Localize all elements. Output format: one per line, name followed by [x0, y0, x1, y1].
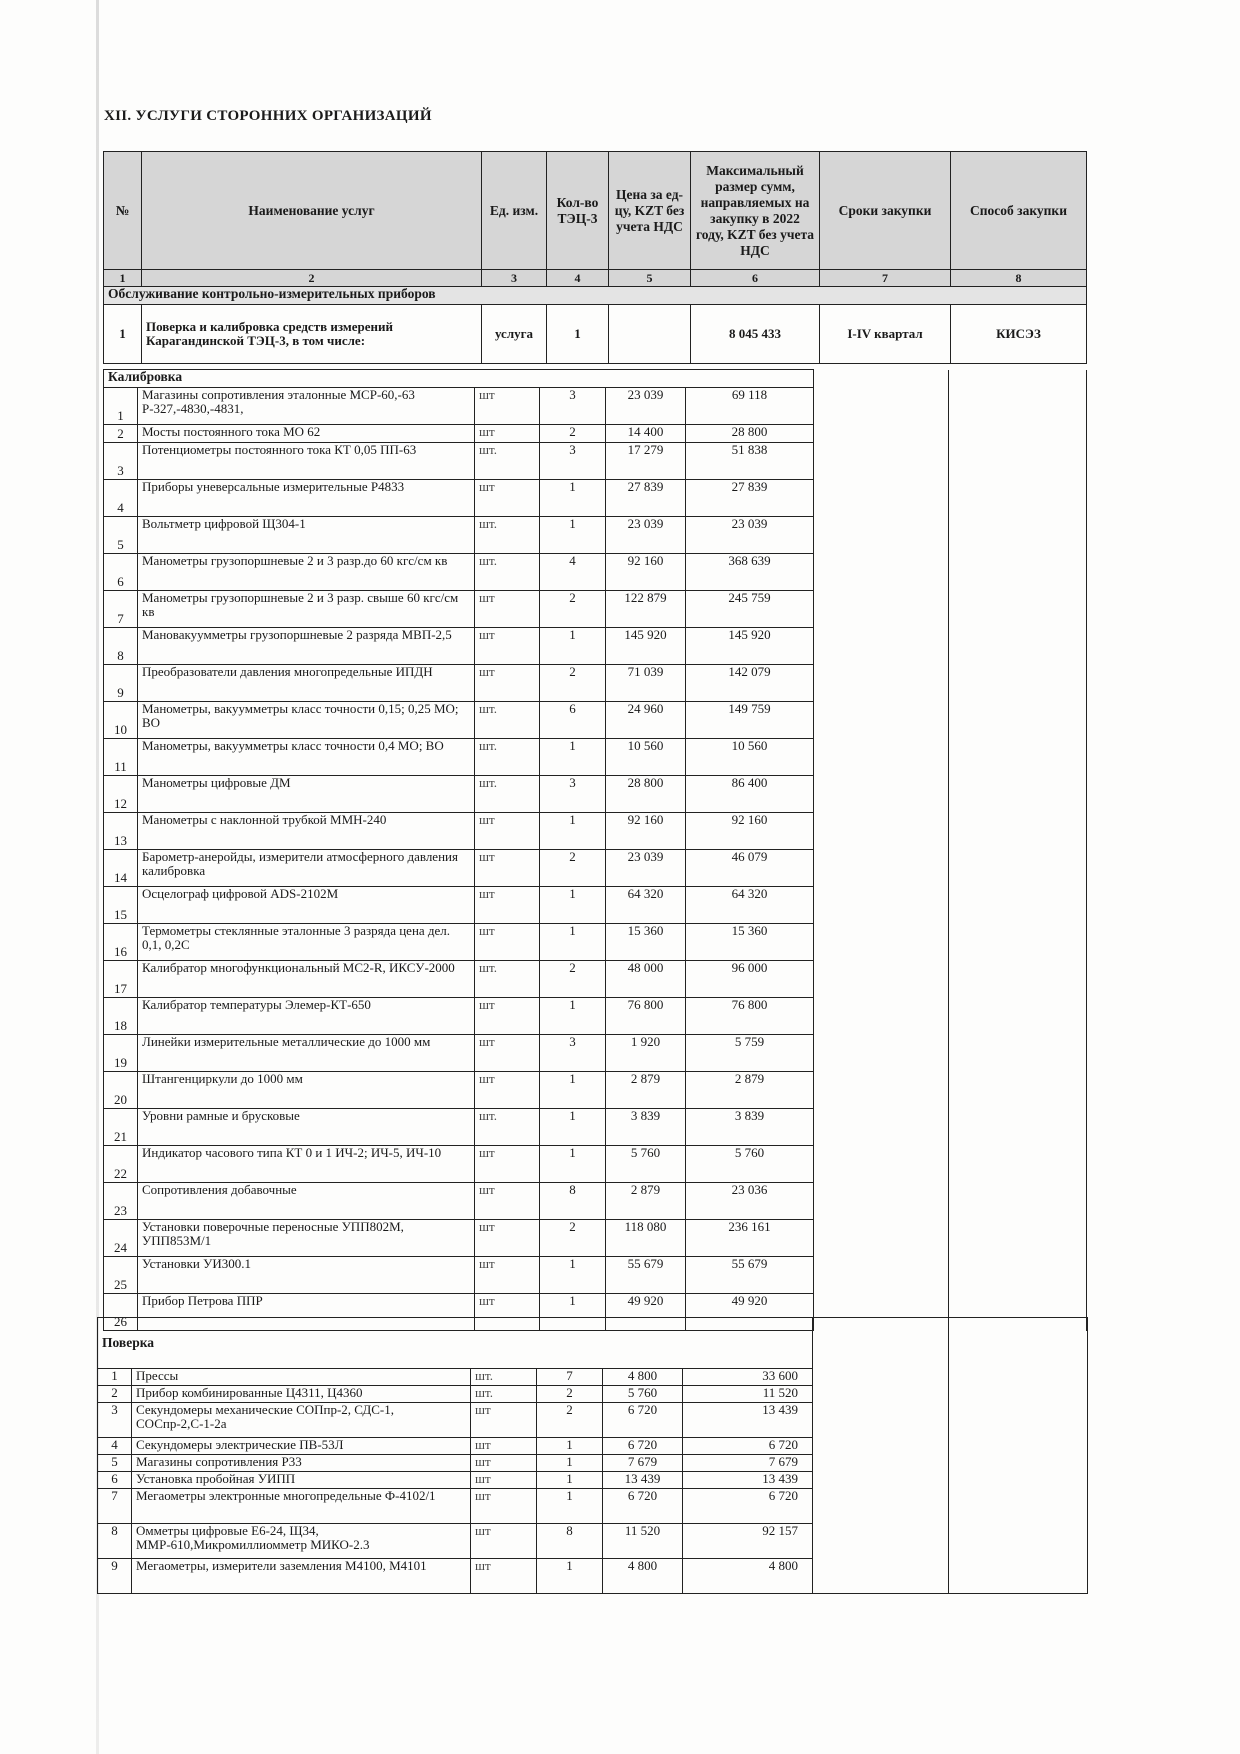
row-number: 1 — [104, 388, 138, 425]
unit-price: 15 360 — [606, 924, 686, 961]
unit: шт — [475, 1146, 540, 1183]
quantity: 1 — [540, 480, 606, 517]
method-blank-cell — [949, 1318, 1088, 1594]
quantity: 1 — [540, 739, 606, 776]
row-number: 4 — [104, 480, 138, 517]
unit: шт. — [475, 776, 540, 813]
sum: 5 760 — [686, 1146, 814, 1183]
quantity: 3 — [540, 776, 606, 813]
unit: шт — [475, 1072, 540, 1109]
unit: шт — [475, 887, 540, 924]
quantity: 2 — [540, 665, 606, 702]
sum: 13 439 — [683, 1472, 813, 1489]
service-name: Приборы уневерсальные измерительные Р4833 — [138, 480, 475, 517]
unit-price: 23 039 — [606, 388, 686, 425]
unit: шт — [475, 1220, 540, 1257]
unit: шт. — [471, 1386, 537, 1403]
unit-price: 24 960 — [606, 702, 686, 739]
unit: шт — [475, 850, 540, 887]
quantity: 1 — [537, 1559, 603, 1594]
col-number-2: 2 — [142, 270, 482, 287]
row-number: 2 — [98, 1386, 132, 1403]
service-name: Манометры, вакуумметры класс точности 0,15; 0,25 МО; ВО — [138, 702, 475, 739]
service-name: Омметры цифровые Е6-24, Щ34, ММР-610,Микромиллиомметр МИКО-2.3 — [132, 1524, 471, 1559]
quantity: 1 — [540, 1072, 606, 1109]
method-blank-cell — [949, 370, 1087, 1331]
unit: шт. — [475, 443, 540, 480]
row-number: 6 — [98, 1472, 132, 1489]
sum: 11 520 — [683, 1386, 813, 1403]
sum: 10 560 — [686, 739, 814, 776]
unit: шт. — [471, 1369, 537, 1386]
col-price-header: Цена за ед-цу, KZT без учета НДС — [609, 152, 691, 270]
unit-price: 6 720 — [603, 1403, 683, 1438]
quantity: 4 — [540, 554, 606, 591]
service-name: Калибратор многофункциональный МС2-R, ИКСУ-2000 — [138, 961, 475, 998]
calibration-title-row — [104, 370, 1087, 388]
quantity: 7 — [537, 1369, 603, 1386]
row-number: 8 — [98, 1524, 132, 1559]
quantity: 1 — [540, 887, 606, 924]
row-number: 24 — [104, 1220, 138, 1257]
row-number: 7 — [104, 591, 138, 628]
unit-price: 4 800 — [603, 1369, 683, 1386]
row-number: 10 — [104, 702, 138, 739]
service-name: Установки УИ300.1 — [138, 1257, 475, 1294]
sum: 245 759 — [686, 591, 814, 628]
service-name: Уровни рамные и брусковые — [138, 1109, 475, 1146]
service-name: Потенциометры постоянного тока КТ 0,05 ПП-63 — [138, 443, 475, 480]
sum: 145 920 — [686, 628, 814, 665]
quantity: 3 — [540, 443, 606, 480]
unit-price: 49 920 — [606, 1294, 686, 1331]
col-number-7: 7 — [820, 270, 951, 287]
page-heading: XII. УСЛУГИ СТОРОННИХ ОРГАНИЗАЦИЙ — [104, 108, 432, 124]
unit: шт — [471, 1472, 537, 1489]
unit: шт — [475, 998, 540, 1035]
unit-price: 7 679 — [603, 1455, 683, 1472]
row-number: 12 — [104, 776, 138, 813]
col-method-header: Способ закупки — [951, 152, 1087, 270]
col-no-header: № — [104, 152, 142, 270]
main-item-max-sum: 8 045 433 — [691, 305, 820, 364]
unit-price: 6 720 — [603, 1438, 683, 1455]
unit: шт — [471, 1455, 537, 1472]
sum: 49 920 — [686, 1294, 814, 1331]
quantity: 1 — [537, 1489, 603, 1524]
unit-price: 2 879 — [606, 1183, 686, 1220]
calibration-title: Калибровка — [104, 370, 814, 388]
sum: 27 839 — [686, 480, 814, 517]
col-terms-header: Сроки закупки — [820, 152, 951, 270]
col-unit-header: Ед. изм. — [482, 152, 547, 270]
unit-price: 5 760 — [603, 1386, 683, 1403]
unit-price: 23 039 — [606, 850, 686, 887]
row-number: 6 — [104, 554, 138, 591]
row-number: 25 — [104, 1257, 138, 1294]
sum: 46 079 — [686, 850, 814, 887]
row-number: 11 — [104, 739, 138, 776]
sum: 76 800 — [686, 998, 814, 1035]
sum: 23 039 — [686, 517, 814, 554]
unit-price: 28 800 — [606, 776, 686, 813]
terms-blank-cell — [813, 1318, 949, 1594]
main-item-row — [104, 305, 1087, 364]
unit: шт — [475, 1183, 540, 1220]
sum: 3 839 — [686, 1109, 814, 1146]
service-name: Установки поверочные переносные УПП802М, УПП853М/1 — [138, 1220, 475, 1257]
service-name: Штангенциркули до 1000 мм — [138, 1072, 475, 1109]
row-number: 8 — [104, 628, 138, 665]
service-name: Мановакуумметры грузопоршневые 2 разряда МВП-2,5 — [138, 628, 475, 665]
service-name: Манометры грузопоршневые 2 и 3 разр.до 60 кгс/см кв — [138, 554, 475, 591]
unit: шт — [475, 813, 540, 850]
service-name: Мосты постоянного тока МО 62 — [138, 425, 475, 443]
unit: шт — [471, 1403, 537, 1438]
unit-price: 17 279 — [606, 443, 686, 480]
col-number-8: 8 — [951, 270, 1087, 287]
service-name: Установка пробойная УИПП — [132, 1472, 471, 1489]
sum: 6 720 — [683, 1438, 813, 1455]
service-name: Манометры цифровые ДМ — [138, 776, 475, 813]
quantity: 1 — [540, 1146, 606, 1183]
unit-price: 118 080 — [606, 1220, 686, 1257]
col-max-sum-header: Максимальный размер сумм, направляемых на закупку в 2022 году, KZT без учета НДС — [691, 152, 820, 270]
unit-price: 64 320 — [606, 887, 686, 924]
main-item-name: Поверка и калибровка средств измерений Карагандинской ТЭЦ-3, в том числе: — [142, 305, 482, 364]
main-item-qty: 1 — [547, 305, 609, 364]
unit-price: 5 760 — [606, 1146, 686, 1183]
row-number: 19 — [104, 1035, 138, 1072]
calibration-table — [103, 369, 1087, 1331]
service-name: Секундомеры электрические ПВ-53Л — [132, 1438, 471, 1455]
row-number: 9 — [104, 665, 138, 702]
sum: 368 639 — [686, 554, 814, 591]
service-name: Магазины сопротивления Р33 — [132, 1455, 471, 1472]
service-name: Секундомеры механические СОПпр-2, СДС-1, СОСпр-2,С-1-2а — [132, 1403, 471, 1438]
sum: 64 320 — [686, 887, 814, 924]
row-number: 23 — [104, 1183, 138, 1220]
row-number: 9 — [98, 1559, 132, 1594]
sum: 92 160 — [686, 813, 814, 850]
main-item-price — [609, 305, 691, 364]
quantity: 1 — [537, 1438, 603, 1455]
quantity: 1 — [540, 1257, 606, 1294]
sum: 142 079 — [686, 665, 814, 702]
sum: 55 679 — [686, 1257, 814, 1294]
service-name: Преобразователи давления многопредельные ИПДН — [138, 665, 475, 702]
sum: 5 759 — [686, 1035, 814, 1072]
service-name: Калибратор температуры Элемер-КТ-650 — [138, 998, 475, 1035]
unit: шт — [475, 388, 540, 425]
verification-table — [97, 1317, 1088, 1594]
sum: 15 360 — [686, 924, 814, 961]
col-number-4: 4 — [547, 270, 609, 287]
unit: шт. — [475, 739, 540, 776]
unit: шт — [475, 591, 540, 628]
sum: 96 000 — [686, 961, 814, 998]
unit-price: 13 439 — [603, 1472, 683, 1489]
row-number: 5 — [104, 517, 138, 554]
sum: 7 679 — [683, 1455, 813, 1472]
sum: 6 720 — [683, 1489, 813, 1524]
unit-price: 1 920 — [606, 1035, 686, 1072]
row-number: 17 — [104, 961, 138, 998]
sum: 28 800 — [686, 425, 814, 443]
quantity: 1 — [540, 998, 606, 1035]
quantity: 6 — [540, 702, 606, 739]
col-qty-header: Кол-во ТЭЦ-3 — [547, 152, 609, 270]
quantity: 1 — [537, 1455, 603, 1472]
quantity: 1 — [540, 813, 606, 850]
unit: шт — [475, 425, 540, 443]
quantity: 2 — [540, 591, 606, 628]
row-number: 16 — [104, 924, 138, 961]
service-name: Сопротивления добавочные — [138, 1183, 475, 1220]
unit: шт — [471, 1524, 537, 1559]
col-number-3: 3 — [482, 270, 547, 287]
service-name: Осцелограф цифровой ADS-2102M — [138, 887, 475, 924]
sum: 23 036 — [686, 1183, 814, 1220]
unit-price: 23 039 — [606, 517, 686, 554]
row-number: 21 — [104, 1109, 138, 1146]
verification-title: Поверка — [98, 1318, 813, 1369]
unit-price: 76 800 — [606, 998, 686, 1035]
sum: 92 157 — [683, 1524, 813, 1559]
unit-price: 4 800 — [603, 1559, 683, 1594]
unit-price: 48 000 — [606, 961, 686, 998]
unit: шт — [475, 480, 540, 517]
row-number: 3 — [104, 443, 138, 480]
unit-price: 71 039 — [606, 665, 686, 702]
quantity: 2 — [540, 425, 606, 443]
main-item-unit: услуга — [482, 305, 547, 364]
quantity: 1 — [540, 1109, 606, 1146]
service-name: Манометры, вакуумметры класс точности 0,4 МО; ВО — [138, 739, 475, 776]
unit: шт. — [475, 1109, 540, 1146]
service-name: Вольтметр цифровой Щ304-1 — [138, 517, 475, 554]
unit-price: 92 160 — [606, 554, 686, 591]
procurement-header-table — [103, 151, 1087, 364]
service-name: Магазины сопротивления эталонные МСР-60,-63 Р-327,-4830,-4831, — [138, 388, 475, 425]
unit: шт — [475, 1294, 540, 1331]
quantity: 8 — [537, 1524, 603, 1559]
unit: шт — [475, 665, 540, 702]
quantity: 1 — [540, 517, 606, 554]
row-number: 13 — [104, 813, 138, 850]
unit: шт — [471, 1438, 537, 1455]
row-number: 2 — [104, 425, 138, 443]
row-number: 18 — [104, 998, 138, 1035]
unit-price: 122 879 — [606, 591, 686, 628]
col-number-5: 5 — [609, 270, 691, 287]
service-name: Индикатор часового типа КТ 0 и 1 ИЧ-2; ИЧ-5, ИЧ-10 — [138, 1146, 475, 1183]
unit-price: 6 720 — [603, 1489, 683, 1524]
row-number: 15 — [104, 887, 138, 924]
quantity: 3 — [540, 388, 606, 425]
unit: шт. — [475, 517, 540, 554]
col-number-1: 1 — [104, 270, 142, 287]
service-name: Прессы — [132, 1369, 471, 1386]
service-name: Мегаометры электронные многопредельные Ф-4102/1 — [132, 1489, 471, 1524]
sum: 13 439 — [683, 1403, 813, 1438]
unit-price: 10 560 — [606, 739, 686, 776]
row-number: 3 — [98, 1403, 132, 1438]
row-number: 5 — [98, 1455, 132, 1472]
quantity: 2 — [537, 1403, 603, 1438]
row-number: 7 — [98, 1489, 132, 1524]
row-number: 1 — [98, 1369, 132, 1386]
row-number: 4 — [98, 1438, 132, 1455]
terms-blank-cell — [814, 370, 949, 1331]
service-name: Термометры стеклянные эталонные 3 разряда цена дел. 0,1, 0,2С — [138, 924, 475, 961]
sum: 2 879 — [686, 1072, 814, 1109]
service-name: Манометры грузопоршневые 2 и 3 разр. свыше 60 кгс/см кв — [138, 591, 475, 628]
row-number: 14 — [104, 850, 138, 887]
service-name: Мегаометры, измерители заземления М4100, М4101 — [132, 1559, 471, 1594]
unit: шт — [475, 924, 540, 961]
service-name: Манометры с наклонной трубкой ММН-240 — [138, 813, 475, 850]
service-name: Прибор Петрова ППР — [138, 1294, 475, 1331]
unit-price: 27 839 — [606, 480, 686, 517]
unit: шт — [475, 1035, 540, 1072]
section-title: Обслуживание контрольно-измерительных приборов — [104, 287, 1087, 305]
unit-price: 14 400 — [606, 425, 686, 443]
main-item-method: КИСЭЗ — [951, 305, 1087, 364]
quantity: 1 — [537, 1472, 603, 1489]
col-name-header: Наименование услуг — [142, 152, 482, 270]
sum: 51 838 — [686, 443, 814, 480]
unit-price: 11 520 — [603, 1524, 683, 1559]
main-item-no: 1 — [104, 305, 142, 364]
sum: 149 759 — [686, 702, 814, 739]
sum: 4 800 — [683, 1559, 813, 1594]
sum: 86 400 — [686, 776, 814, 813]
verification-title-row — [98, 1318, 1088, 1369]
quantity: 2 — [537, 1386, 603, 1403]
quantity: 8 — [540, 1183, 606, 1220]
unit-price: 2 879 — [606, 1072, 686, 1109]
quantity: 2 — [540, 961, 606, 998]
sum: 236 161 — [686, 1220, 814, 1257]
unit: шт — [471, 1559, 537, 1594]
unit-price: 145 920 — [606, 628, 686, 665]
unit: шт — [475, 628, 540, 665]
quantity: 1 — [540, 924, 606, 961]
unit-price: 92 160 — [606, 813, 686, 850]
service-name: Прибор комбинированные Ц4311, Ц4360 — [132, 1386, 471, 1403]
main-item-terms: I-IV квартал — [820, 305, 951, 364]
col-number-6: 6 — [691, 270, 820, 287]
unit-price: 55 679 — [606, 1257, 686, 1294]
row-number: 20 — [104, 1072, 138, 1109]
unit: шт. — [475, 702, 540, 739]
unit: шт. — [475, 961, 540, 998]
quantity: 1 — [540, 1294, 606, 1331]
unit: шт — [471, 1489, 537, 1524]
row-number: 22 — [104, 1146, 138, 1183]
sum: 69 118 — [686, 388, 814, 425]
unit-price: 3 839 — [606, 1109, 686, 1146]
quantity: 1 — [540, 628, 606, 665]
unit: шт — [475, 1257, 540, 1294]
service-name: Барометр-анеройды, измерители атмосферного давления калибровка — [138, 850, 475, 887]
service-name: Линейки измерительные металлические до 1000 мм — [138, 1035, 475, 1072]
quantity: 2 — [540, 850, 606, 887]
row-number: 26 — [104, 1294, 138, 1331]
unit: шт. — [475, 554, 540, 591]
sum: 33 600 — [683, 1369, 813, 1386]
quantity: 3 — [540, 1035, 606, 1072]
quantity: 2 — [540, 1220, 606, 1257]
